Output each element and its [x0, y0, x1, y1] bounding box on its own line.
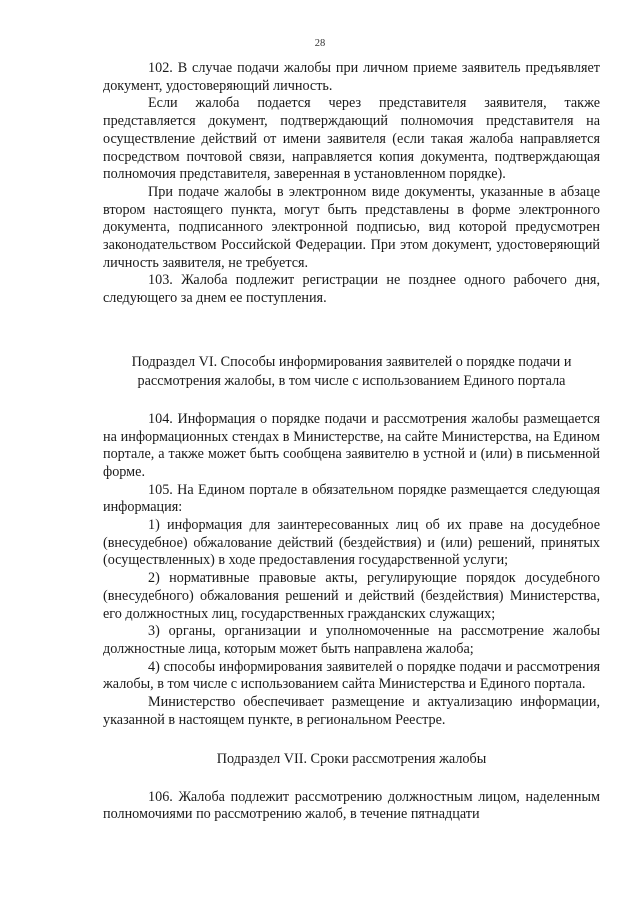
spacer [103, 730, 600, 750]
paragraph-102: 102. В случае подачи жалобы при личном приеме заявитель предъявляет документ, удостоверяющий личность. [103, 60, 600, 94]
spacer [103, 769, 600, 789]
document-body [103, 60, 600, 824]
page-number: 28 [314, 38, 326, 49]
paragraph-105-item-4: 4) способы информирования заявителей о порядке подачи и рассмотрения жалобы, в том числе с использованием сайта Министерства и Единого портала. [103, 658, 600, 693]
paragraph-105-item-1: 1) информация для заинтересованных лиц об их праве на досудебное (внесудебное) обжалование действий (бездействия) и (или) решений, принятых (осуществленных) в ходе предоставления государственной услуги; [103, 517, 600, 569]
paragraph-105-item-3: 3) органы, организации и уполномоченные на рассмотрение жалобы должностные лица, которым может быть направлена жалоба; [103, 623, 600, 657]
subsection-7-heading: Подраздел VII. Сроки рассмотрения жалобы [216, 750, 487, 767]
paragraph-105: 105. На Едином портале в обязательном порядке размещается следующая информация: [103, 481, 600, 516]
paragraph-103: 103. Жалоба подлежит регистрации не позднее одного рабочего дня, следующего за днем ее поступления. [103, 272, 600, 307]
subsection-6-heading [103, 353, 600, 391]
spacer [103, 308, 600, 353]
paragraph-102-representative: Если жалоба подается через представителя заявителя, также представляется документ, подтверждающий полномочия представителя на осуществление действий от имени заявителя (если такая жалоба направляется посредством почтовой связи, направляется копия документа, подтверждающая полномочия представителя, заверенная в установленном порядке). [103, 95, 600, 183]
paragraph-104: 104. Информация о порядке подачи и рассмотрения жалобы размещается на информационных стендах в Министерстве, на сайте Министерства, на Едином портале, а также может быть сообщена заявителю в устной и (или) в письменной форме. [103, 410, 600, 480]
subsection-6-heading-line-2: рассмотрения жалобы, в том числе с использованием Единого портала [137, 372, 566, 389]
paragraph-102-electronic: При подаче жалобы в электронном виде документы, указанные в абзаце втором настоящего пункта, могут быть представлены в форме электронного документа, подписанного электронной подписью, вид которой предусмотрен законодательством Российской Федерации. При этом документ, удостоверяющий личность заявителя, не требуется. [103, 183, 600, 271]
paragraph-106: 106. Жалоба подлежит рассмотрению должностным лицом, наделенным полномочиями по рассмотрению жалоб, в течение пятнадцати [103, 788, 600, 823]
subsection-6-heading-line-1: Подраздел VI. Способы информирования заявителей о порядке подачи и [131, 353, 572, 370]
paragraph-105-ministry: Министерство обеспечивает размещение и актуализацию информации, указанной в настоящем пункте, в региональном Реестре. [103, 694, 600, 728]
paragraph-105-item-2: 2) нормативные правовые акты, регулирующие порядок досудебного (внесудебного) обжалования решений и действий (бездействия) Министерства, его должностных лиц, государственных гражданских служащих; [103, 570, 600, 622]
spacer [103, 391, 600, 411]
